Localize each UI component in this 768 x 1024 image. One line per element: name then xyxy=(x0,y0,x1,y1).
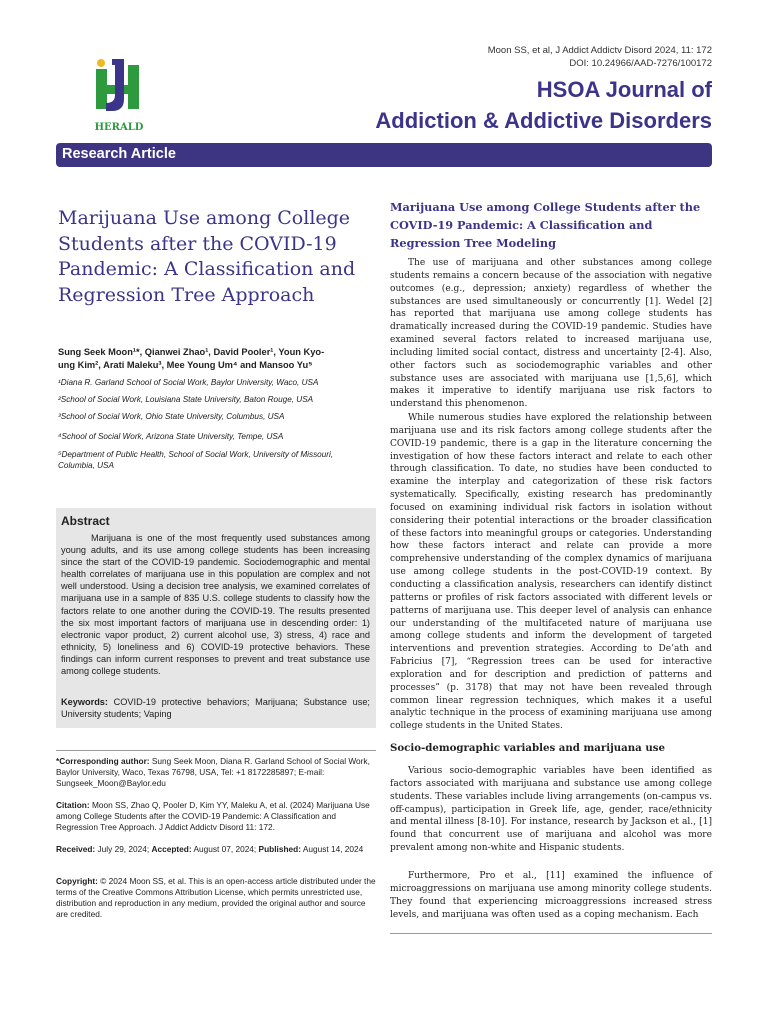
journal-title xyxy=(375,74,712,136)
author-list xyxy=(58,346,378,372)
body-p3-text: Various socio-demographic variables have been identified as factors associated with marijuana and substance use among college students. These variables include living arrangements (on-campus vs. off-campus), participation in Greek life, age, gender, race/ethnicity and mental illness [8-10]. For instance, research by Jackson et al., [1] found that concurrent use of marijuana and alcohol was more prevalent among non-white and Hispanic students. xyxy=(390,766,712,854)
dates-note xyxy=(56,844,376,855)
article-title: Marijuana Use among College Students after the COVID-19 Pandemic: A Classification and Regression Tree Approach xyxy=(58,207,356,306)
accepted-text: August 07, 2024; xyxy=(193,844,257,854)
abstract-text: Marijuana is one of the most frequently used substances among young adults, and its use among college students has been increasing since the start of the COVID-19 pandemic. Sociodemographic and mental health correlates of marijuana use in this population are complex and not well understood. Using a decision tree analysis, we examined correlates of marijuana use in a sample of 835 U.S. college students to classify how the factors relate to one another during the COVID-19. The results presented the six most important factors of marijuana use in descending order: 1) electronic vapor product, 2) current alcohol use, 3) stress, 4) race and ethnicity, 5) loneliness and 6) COVID-19 protective behaviors. These findings can inform current responses to prevent and treat substance use among college students. xyxy=(61,533,370,677)
corresponding-author xyxy=(56,756,376,789)
body-p2-text: While numerous studies have explored the relationship between marijuana use and its risk factors among college students after the COVID-19 pandemic, there is a gap in the literature concerning the investigation of how these factors interact and relate to each other through classification. To date, no studies have been conducted to examine the interplay and categorization of these risk factors systematically. Specifically, existing research has predominantly focused on examining individual risk factors in isolation without considering their potential interactions or the broader classification of these factors into meaningful groups or categories. Understanding how these factors interact and relate can provide a more comprehensive understanding of the complex dynamics of marijuana use among college students in the post-COVID-19 context. By conducting a classification analysis, researchers can identify distinct patterns or profiles of risk factors associated with different levels or patterns of marijuana use. This deeper level of analysis can enhance our understanding of the multifaceted nature of marijuana use among college students and inform the development of targeted interventions and prevention strategies. According to De’ath and Fabricius [7], “Regression trees can be used for interactive exploration and for description and prediction of patterns and processes” (p. 3178) that may not have been revealed through common linear regression techniques, which makes it a useful analytic technique in the process of examining marijuana use among college students in the United States. xyxy=(390,413,712,732)
received-label: Received: xyxy=(56,844,96,854)
published-text: August 14, 2024 xyxy=(302,844,364,854)
received-text: July 29, 2024; xyxy=(97,844,150,854)
affiliation-5: ⁵Department of Public Health, School of Social Work, University of Missouri, Columbia, USA xyxy=(58,450,334,470)
journal-title-line2: Addiction & Addictive Disorders xyxy=(375,108,712,133)
abstract-heading: Abstract xyxy=(61,514,110,528)
keywords-label: Keywords: xyxy=(61,697,108,707)
bottom-divider xyxy=(390,933,712,934)
accepted-label: Accepted: xyxy=(151,844,192,854)
doi-line: DOI: 10.24966/AAD-7276/100172 xyxy=(569,58,712,69)
body-p4-text: Furthermore, Pro et al., [11] examined the influence of microaggressions on marijuana use among minority college students. They found that experiencing microaggressions increased stress levels, and marijuana was often used as a coping mechanism. Each xyxy=(390,871,712,920)
copyright-label: Copyright: xyxy=(56,876,98,886)
corresponding-label: *Corresponding author: xyxy=(56,756,150,766)
authors-line1: Sung Seek Moon¹*, Qianwei Zhao¹, David Pooler¹, Youn Kyo- xyxy=(58,347,325,357)
citation-header xyxy=(488,44,712,70)
authors-line2: ung Kim², Arati Maleku³, Mee Young Um⁴ and Mansoo Yu⁵ xyxy=(58,360,313,370)
affiliation-4: ⁴School of Social Work, Arizona State University, Tempe, USA xyxy=(58,432,284,441)
copyright-note xyxy=(56,876,376,920)
cite-line: Moon SS, et al, J Addict Addictv Disord 2024, 11: 172 xyxy=(487,45,712,56)
section-bar xyxy=(56,143,712,167)
section-label: Research Article xyxy=(62,146,176,162)
body-p1-text: The use of marijuana and other substances among college students remains a concern because of the association with negative outcomes (e.g., depression; anxiety) regardless of whether the substances are used simultaneously or concurrently [1]. Wedel [2] has reported that marijuana use among college students has dramatically increased during the COVID-19 pandemic. Studies have examined several factors related to increased marijuana use, including limited social contact, distress and uncertainty [2-4]. Also, other factors such as sociodemographic variables and other substance uses are associated with marijuana use [1,5,6], which makes it imperative to identify marijuana use risk factors to understand this phenomenon. xyxy=(390,258,712,410)
published-label: Published: xyxy=(258,844,301,854)
body-paragraph-4 xyxy=(390,870,712,921)
body-title: Marijuana Use among College Students after the COVID-19 Pandemic: A Classification and Regression Tree Modeling xyxy=(390,200,701,250)
affiliation-2: ²School of Social Work, Louisiana State University, Baton Rouge, USA xyxy=(58,395,314,404)
copyright-text: © 2024 Moon SS, et al. This is an open-access article distributed under the terms of the Creative Commons Attribution License, which permits unrestricted use, distribution and reproduction in any medium, provided the original author and source are credited. xyxy=(56,876,376,919)
footnote-divider xyxy=(56,750,376,751)
corresponding-text: Sung Seek Moon, Diana R. Garland School of Social Work, Baylor University, Waco, Texas 76798, USA, Tel: +1 8172285897; E-mail: Sungseek_Moon@Baylor.edu xyxy=(56,756,370,788)
body-paragraph-2 xyxy=(390,412,712,733)
affiliation-1: ¹Diana R. Garland School of Social Work, Baylor University, Waco, USA xyxy=(58,378,319,387)
body-paragraph-1 xyxy=(390,257,712,411)
keywords-text: COVID-19 protective behaviors; Marijuana; Substance use; University students; Vaping xyxy=(61,697,370,720)
keywords xyxy=(61,696,370,720)
logo-wordmark: HERALD xyxy=(94,122,144,133)
journal-title-line1: HSOA Journal of xyxy=(536,77,712,102)
affiliation-3: ³School of Social Work, Ohio State University, Columbus, USA xyxy=(58,412,285,421)
body-paragraph-3 xyxy=(390,765,712,855)
citation-text: Moon SS, Zhao Q, Pooler D, Kim YY, Maleku A, et al. (2024) Marijuana Use among College Students after the COVID-19 Pandemic: A Classification and Regression Tree Approach. J Addict Addictv Disord 11: 172. xyxy=(56,800,370,832)
citation-label: Citation: xyxy=(56,800,90,810)
abstract-box xyxy=(56,508,376,728)
section-heading-sociodemographic: Socio-demographic variables and marijuana use xyxy=(390,742,665,754)
citation-note xyxy=(56,800,376,833)
